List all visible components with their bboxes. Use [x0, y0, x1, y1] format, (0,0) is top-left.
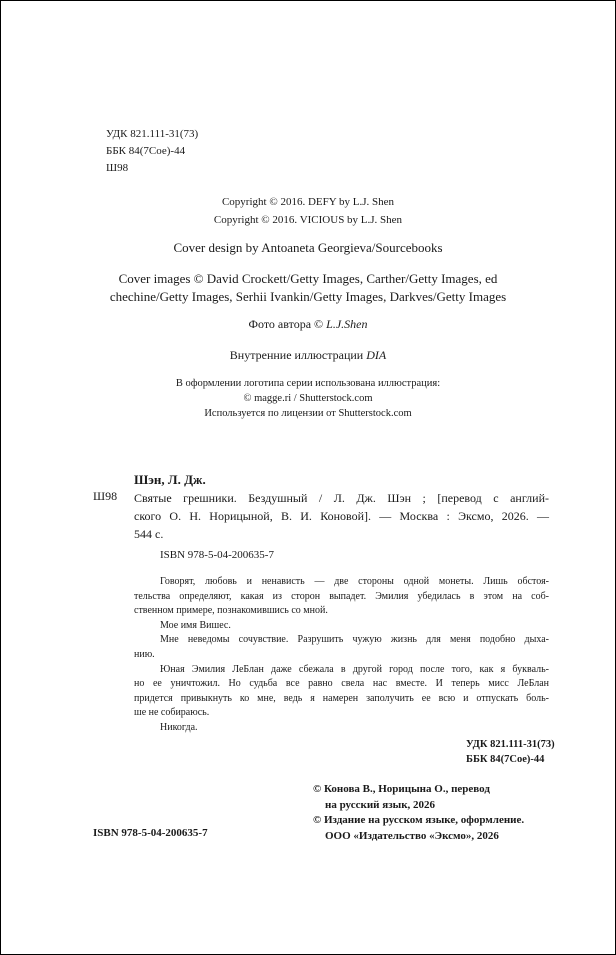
annotation-line: Никогда.: [160, 721, 198, 733]
copyright-ru-line: © Издание на русском языке, оформление.: [313, 814, 525, 826]
bbk-code: ББК 84(7Сое)-44: [106, 145, 186, 157]
isbn-entry: ISBN 978-5-04-200635-7: [160, 549, 274, 561]
call-code: Ш98: [106, 162, 129, 174]
cover-images-line: chechine/Getty Images, Serhii Ivankin/Getty Images, Darkves/Getty Images: [109, 289, 507, 304]
bibliographic-entry: [134, 489, 549, 543]
illustrations-prefix: Внутренние иллюстрации: [229, 348, 367, 362]
annotation-line: ше не собираюсь.: [134, 707, 210, 719]
udk-code: УДК 821.111-31(73): [466, 739, 555, 750]
bib-line: Святые грешники. Бездушный / Л. Дж. Шэн ; [перевод с англий-: [134, 491, 549, 505]
copyright-ru-line: ООО «Издательство «Эксмо», 2026: [325, 829, 499, 842]
annotation-line: Говорят, любовь и ненависть — две стороны одной монеты. Лишь обстоя-: [160, 576, 549, 587]
annotation-line: Мне неведомы сочувствие. Разрушить чужую жизнь для меня подобно дыха-: [160, 634, 549, 646]
annotation-line: но ее уничтожил. Но судьба все равно свела нас вместе. И теперь мисс ЛеБлан: [134, 678, 549, 690]
logo-note-line: В оформлении логотипа серии использована иллюстрация:: [175, 378, 441, 389]
catalog-author: Шэн, Л. Дж.: [134, 472, 206, 487]
photo-credit-prefix: Фото автора ©: [248, 317, 327, 331]
copyright-ru-block: [313, 782, 524, 844]
cover-images-line: Cover images © David Crockett/Getty Images, Carther/Getty Images, ed: [118, 271, 498, 286]
copyright-ru-line: © Конова В., Норицына О., перевод: [313, 783, 490, 795]
cover-design-credit: Cover design by Antoaneta Georgieva/Sourcebooks: [173, 240, 443, 255]
classification-right: [466, 737, 555, 767]
annotation-line: тельства определяют, какая из сторон выпадет. Эмилия убедилась в этом на соб-: [134, 590, 549, 602]
bib-line: 544 с.: [134, 527, 164, 541]
annotation-line: нию.: [134, 648, 155, 660]
classification-block: [106, 126, 198, 177]
cover-images-credit: [0, 270, 616, 306]
copyright-line: Copyright © 2016. VICIOUS by L.J. Shen: [213, 214, 403, 226]
logo-note: [0, 376, 616, 421]
isbn-bottom: ISBN 978-5-04-200635-7: [93, 827, 208, 839]
bbk-code: ББК 84(7Сое)-44: [466, 754, 545, 765]
udk-code: УДК 821.111-31(73): [106, 128, 199, 140]
annotation-line: Мое имя Вишес.: [160, 619, 231, 631]
catalog-call-number: Ш98: [93, 489, 118, 503]
copyright-line: Copyright © 2016. DEFY by L.J. Shen: [221, 196, 395, 208]
copyright-ru-line: на русский язык, 2026: [325, 798, 436, 811]
illustrations-name: DIA: [366, 348, 387, 362]
annotation-line: придется привыкнуть ко мне, ведь я намерен заполучить ее всю и отпускать боль-: [134, 692, 549, 704]
bib-line: ского О. Н. Норицыной, В. И. Коновой]. — Москва : Эксмо, 2026. —: [134, 509, 549, 523]
annotation-line: ственном примере, познакомившись со мной.: [134, 605, 328, 617]
photo-credit: [0, 317, 616, 332]
photo-credit-author: L.J.Shen: [326, 317, 368, 331]
logo-note-line: © magge.ri / Shutterstock.com: [243, 393, 373, 404]
illustrations-credit: [0, 348, 616, 363]
annotation-line: Юная Эмилия ЛеБлан даже сбежала в другой город после того, как я букваль-: [160, 663, 549, 675]
copyright-block: [0, 193, 616, 229]
annotation: [134, 575, 549, 736]
logo-note-line: Используется по лицензии от Shutterstock.com: [204, 408, 412, 419]
